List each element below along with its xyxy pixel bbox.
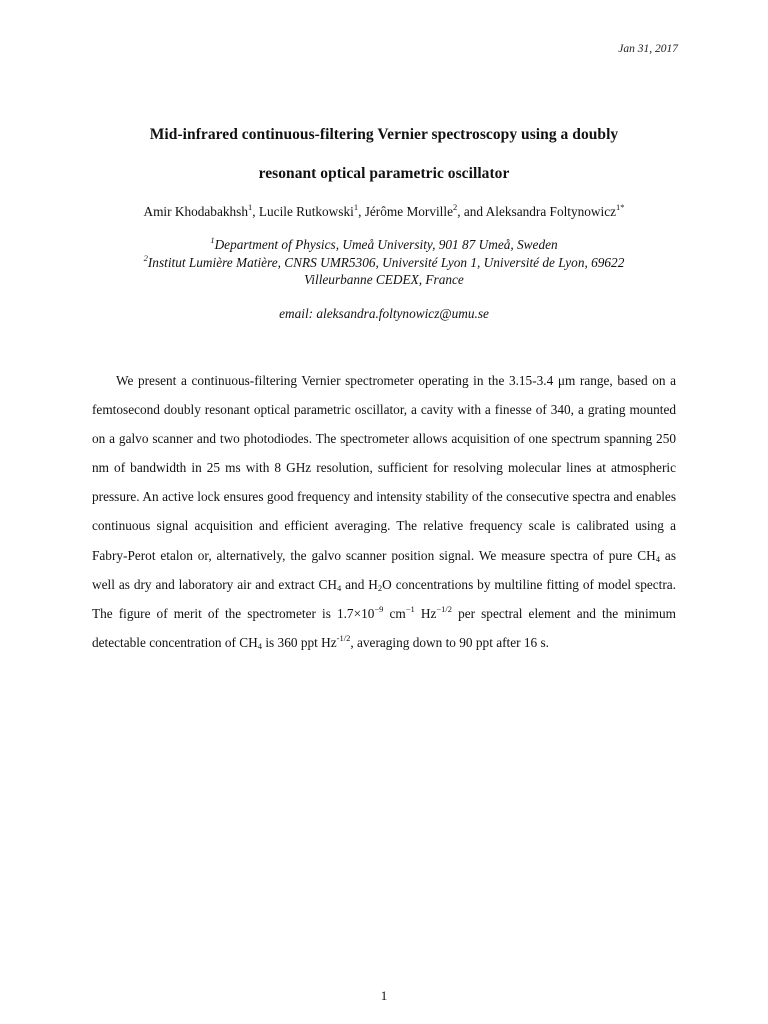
abstract-text: cm [383, 605, 406, 621]
page-number: 1 [380, 988, 388, 1003]
abstract-text: per spectral element and the minimum detectable concentration of CH [92, 605, 676, 650]
subscript: 2 [377, 582, 383, 593]
subscript: 4 [336, 582, 342, 593]
subscript: 4 [655, 553, 661, 564]
author-name: Aleksandra Foltynowicz [485, 204, 617, 219]
affiliation-text: Institut Lumière Matière, CNRS UMR5306, Université Lyon 1, Université de Lyon, 69622 [147, 255, 625, 270]
author-affiliation-mark: 1 [353, 202, 359, 212]
superscript: −1 [405, 603, 415, 614]
superscript: -1/2 [336, 632, 351, 643]
affiliation-text: Department of Physics, Umeå University, 901 87 Umeå, Sweden [214, 237, 558, 252]
author-separator: , and [457, 204, 486, 219]
abstract-text: as well as dry and laboratory air and extract CH [92, 547, 676, 592]
author-separator: , [358, 204, 365, 219]
affiliation-2 [0, 255, 768, 271]
contact-email: email: aleksandra.foltynowicz@umu.se [279, 306, 489, 321]
title-line-1: Mid-infrared continuous-filtering Vernier spectroscopy using a doubly [149, 126, 619, 143]
abstract-text: is 360 ppt Hz [262, 634, 337, 650]
date: Jan 31, 2017 [618, 43, 678, 55]
author-affiliation-mark: 2 [452, 202, 458, 212]
author-list [0, 204, 768, 220]
author-affiliation-mark: 1* [616, 202, 625, 212]
superscript: −1/2 [436, 603, 453, 614]
author-name: Jérôme Morville [364, 204, 453, 219]
abstract-text: and H [341, 576, 378, 592]
abstract-text: , averaging down to 90 ppt after 16 s. [350, 634, 550, 650]
author-affiliation-mark: 1 [247, 202, 253, 212]
affiliation-mark: 1 [210, 235, 215, 245]
affiliation-mark: 2 [143, 253, 148, 263]
author-name: Lucile Rutkowski [258, 204, 354, 219]
superscript: −9 [374, 603, 384, 614]
author-separator: , [252, 204, 259, 219]
abstract-paragraph [92, 366, 676, 657]
title-line-2: resonant optical parametric oscillator [258, 165, 510, 182]
affiliation-1 [0, 237, 768, 253]
author-name: Amir Khodabakhsh [143, 204, 248, 219]
subscript: 4 [257, 640, 263, 651]
abstract-text: Hz [414, 605, 437, 621]
abstract-text: We present a continuous-filtering Vernier spectrometer operating in the 3.15-3.4 μm range, based on a femtosecond doubly resonant optical parametric oscillator, a cavity with a finesse of 340, a grating mounted on a galvo scanner and two photodiodes. The spectrometer allows acquisition of one spectrum spanning 250 nm of bandwidth in 25 ms with 8 GHz resolution, sufficient for resolving molecular lines at atmospheric pressure. An active lock ensures good frequency and intensity stability of the consecutive spectra and enables continuous signal acquisition and efficient averaging. The relative frequency scale is calibrated using a Fabry-Perot etalon or, alternatively, the galvo scanner position signal. We measure spectra of pure CH [92, 373, 676, 563]
affiliation-2-continued: Villeurbanne CEDEX, France [304, 272, 464, 287]
abstract-text: O concentrations by multiline fitting of model spectra. The figure of merit of the spectrometer is 1.7×10 [92, 576, 676, 621]
